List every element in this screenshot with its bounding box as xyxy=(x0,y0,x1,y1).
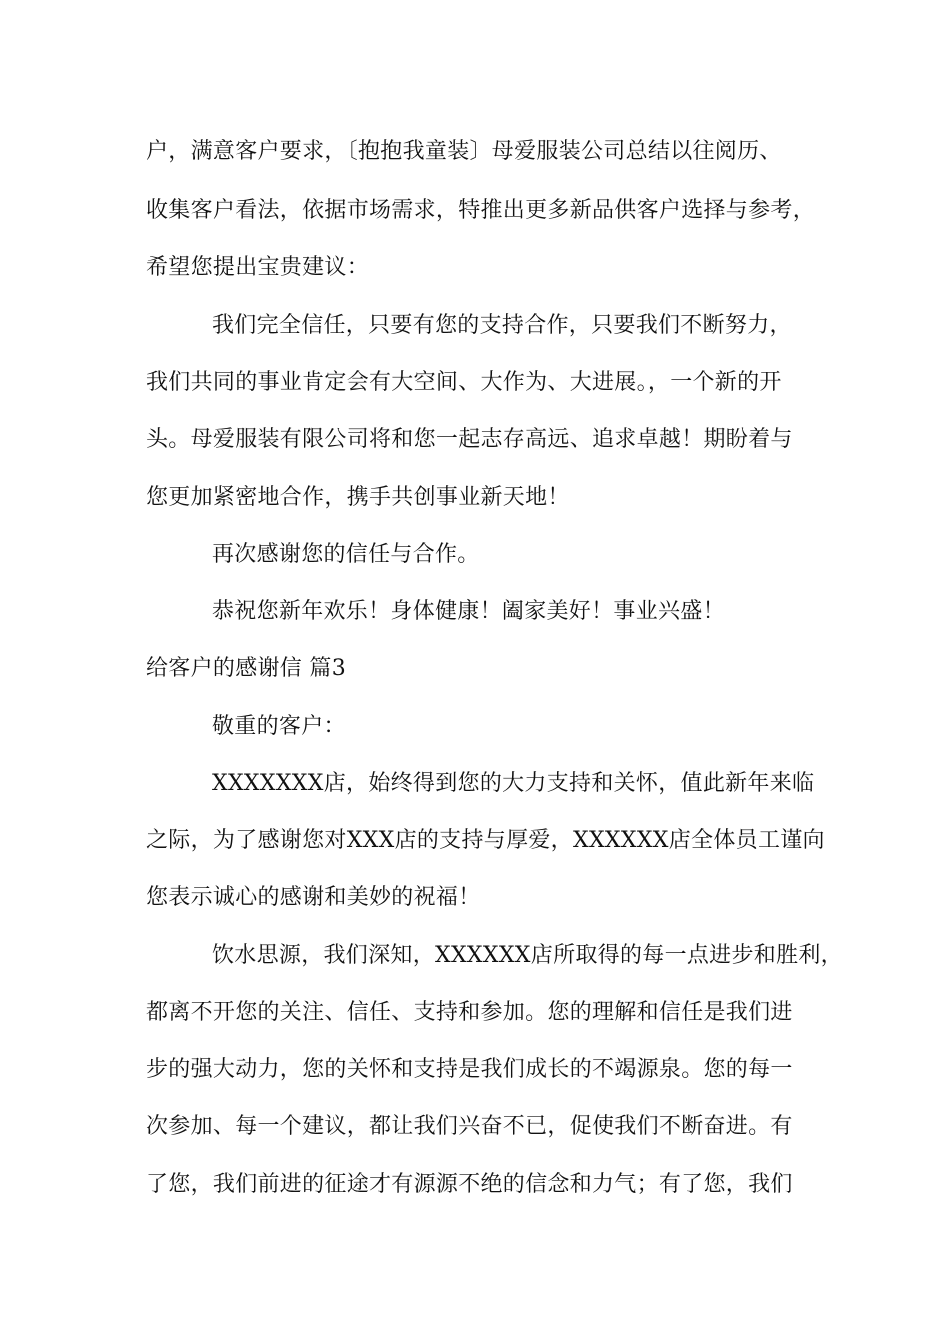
paragraph-line-first: 再次感谢您的信任与合作。 xyxy=(212,542,480,567)
paragraph-line-continued: 希望您提出宝贵建议： xyxy=(146,255,370,280)
paragraph-line-continued: 之际，为了感谢您对XXX店的支持与厚爱，XXXXXX店全体员工谨向 xyxy=(146,828,825,853)
paragraph-line-first: 我们完全信任，只要有您的支持合作，只要我们不断努力， xyxy=(212,313,792,338)
paragraph-line-continued: 户，满意客户要求，〔抱抱我童装〕母爱服装公司总结以往阅历、 xyxy=(146,139,782,164)
paragraph-line-first: XXXXXXX店，始终得到您的大力支持和关怀，值此新年来临 xyxy=(212,771,815,796)
paragraph-line-continued: 头。母爱服装有限公司将和您一起志存高远、追求卓越！期盼着与 xyxy=(146,427,793,452)
paragraph-line-continued: 次参加、每一个建议，都让我们兴奋不已，促使我们不断奋进。有 xyxy=(146,1114,793,1139)
paragraph-line-first: 恭祝您新年欢乐！身体健康！阖家美好！事业兴盛！ xyxy=(212,599,725,624)
section-heading: 给客户的感谢信 篇3 xyxy=(146,656,346,681)
paragraph-line-first: 饮水思源，我们深知，XXXXXX店所取得的每一点进步和胜利， xyxy=(212,943,843,968)
paragraph-line-continued: 都离不开您的关注、信任、支持和参加。您的理解和信任是我们进 xyxy=(146,1000,793,1025)
salutation: 敬重的客户： xyxy=(212,714,346,739)
paragraph-line-continued: 步的强大动力，您的关怀和支持是我们成长的不竭源泉。您的每一 xyxy=(146,1057,793,1082)
paragraph-line-continued: 您表示诚心的感谢和美妙的祝福！ xyxy=(146,885,481,910)
paragraph-line-continued: 您更加紧密地合作，携手共创事业新天地！ xyxy=(146,485,570,510)
paragraph-line-continued: 我们共同的事业肯定会有大空间、大作为、大进展。，一个新的开 xyxy=(146,370,782,395)
paragraph-line-continued: 收集客户看法，依据市场需求，特推出更多新品供客户选择与参考， xyxy=(146,198,816,223)
paragraph-line-continued: 了您，我们前进的征途才有源源不绝的信念和力气；有了您，我们 xyxy=(146,1172,793,1197)
